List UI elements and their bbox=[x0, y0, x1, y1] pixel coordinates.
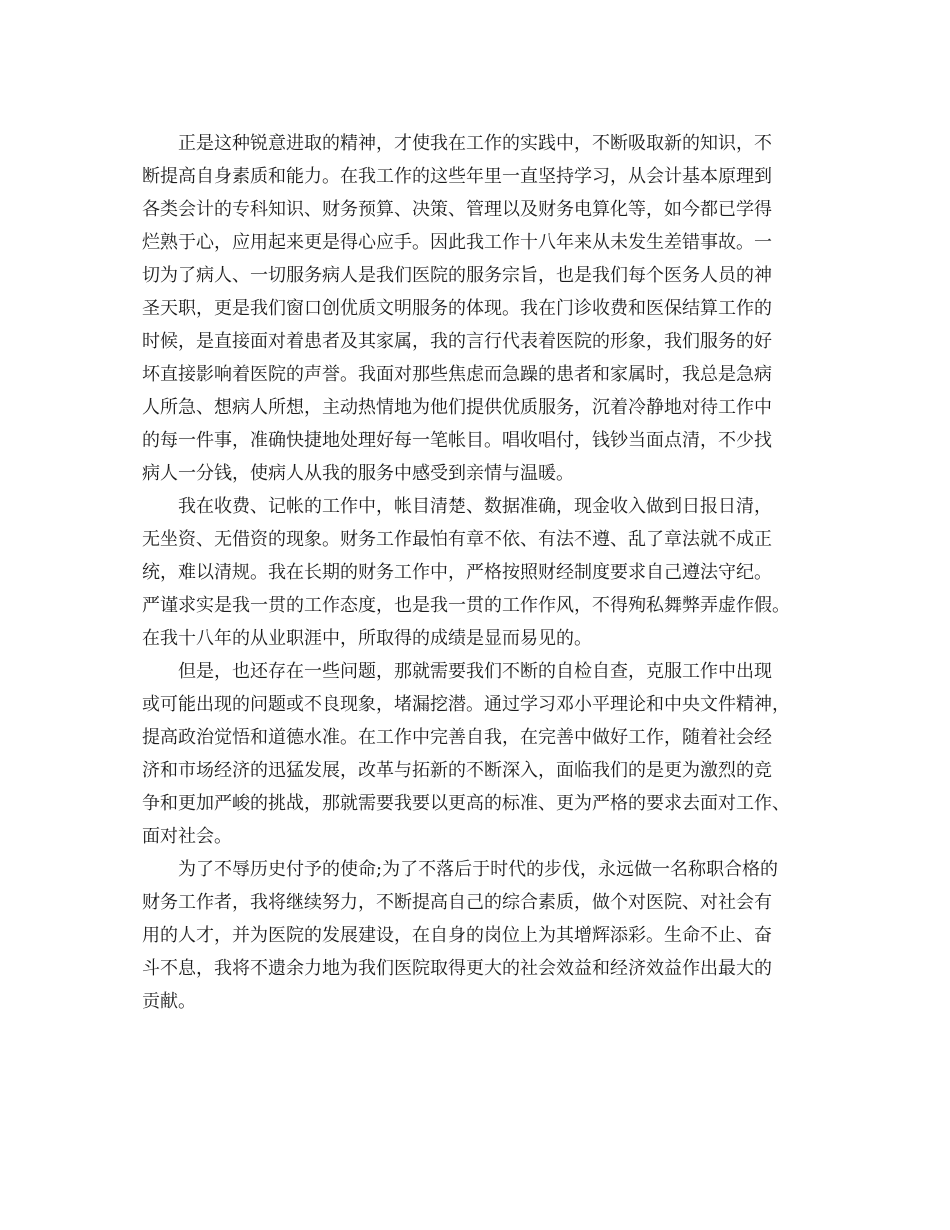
text-line: 统，难以清规。我在长期的财务工作中，严格按照财经制度要求自己遵法守纪。 bbox=[142, 562, 772, 583]
text-line: 面对社会。 bbox=[142, 826, 232, 847]
text-line: 为了不辱历史付予的使命;为了不落后于时代的步伐，永远做一名称职合格的 bbox=[178, 859, 779, 880]
paragraph-4 bbox=[142, 853, 810, 1018]
text-line: 各类会计的专科知识、财务预算、决策、管理以及财务电算化等，如今都已学得 bbox=[142, 199, 772, 220]
paragraph-2 bbox=[142, 490, 810, 655]
text-line: 但是，也还存在一些问题，那就需要我们不断的自检自查，克服工作中出现 bbox=[178, 661, 772, 682]
text-line: 切为了病人、一切服务病人是我们医院的服务宗旨，也是我们每个医务人员的神 bbox=[142, 265, 772, 286]
text-line: 斗不息，我将不遗余力地为我们医院取得更大的社会效益和经济效益作出最大的 bbox=[142, 958, 772, 979]
text-line: 断提高自身素质和能力。在我工作的这些年里一直坚持学习，从会计基本原理到 bbox=[142, 166, 772, 187]
text-line: 在我十八年的从业职涯中，所取得的成绩是显而易见的。 bbox=[142, 628, 592, 649]
text-line: 严谨求实是我一贯的工作态度，也是我一贯的工作作风，不得殉私舞弊弄虚作假。 bbox=[142, 595, 790, 616]
text-line: 用的人才，并为医院的发展建设，在自身的岗位上为其增辉添彩。生命不止、奋 bbox=[142, 925, 772, 946]
text-line: 人所急、想病人所想，主动热情地为他们提供优质服务，沉着冷静地对待工作中 bbox=[142, 397, 772, 418]
paragraph-1 bbox=[142, 127, 810, 490]
text-line: 争和更加严峻的挑战，那就需要我要以更高的标准、更为严格的要求去面对工作、 bbox=[142, 793, 790, 814]
text-line: 财务工作者，我将继续努力，不断提高自己的综合素质，做个对医院、对社会有 bbox=[142, 892, 772, 913]
document-body bbox=[142, 127, 810, 1018]
text-line: 烂熟于心，应用起来更是得心应手。因此我工作十八年来从未发生差错事故。一 bbox=[142, 232, 772, 253]
text-line: 正是这种锐意进取的精神，才使我在工作的实践中，不断吸取新的知识，不 bbox=[178, 133, 772, 154]
text-line: 济和市场经济的迅猛发展，改革与拓新的不断深入，面临我们的是更为激烈的竞 bbox=[142, 760, 772, 781]
text-line: 圣天职，更是我们窗口创优质文明服务的体现。我在门诊收费和医保结算工作的 bbox=[142, 298, 772, 319]
text-line: 病人一分钱，使病人从我的服务中感受到亲情与温暖。 bbox=[142, 463, 574, 484]
text-line: 坏直接影响着医院的声誉。我面对那些焦虑而急躁的患者和家属时，我总是急病 bbox=[142, 364, 772, 385]
paragraph-3 bbox=[142, 655, 810, 853]
text-line: 或可能出现的问题或不良现象，堵漏挖潜。通过学习邓小平理论和中央文件精神， bbox=[142, 694, 790, 715]
text-line: 时候，是直接面对着患者及其家属，我的言行代表着医院的形象，我们服务的好 bbox=[142, 331, 772, 352]
text-line: 无坐资、无借资的现象。财务工作最怕有章不依、有法不遵、乱了章法就不成正 bbox=[142, 529, 772, 550]
text-line: 贡献。 bbox=[142, 991, 196, 1012]
text-line: 我在收费、记帐的工作中，帐目清楚、数据准确，现金收入做到日报日清， bbox=[178, 496, 772, 517]
text-line: 提高政治觉悟和道德水准。在工作中完善自我，在完善中做好工作，随着社会经 bbox=[142, 727, 772, 748]
text-line: 的每一件事，准确快捷地处理好每一笔帐目。唱收唱付，钱钞当面点清，不少找 bbox=[142, 430, 772, 451]
